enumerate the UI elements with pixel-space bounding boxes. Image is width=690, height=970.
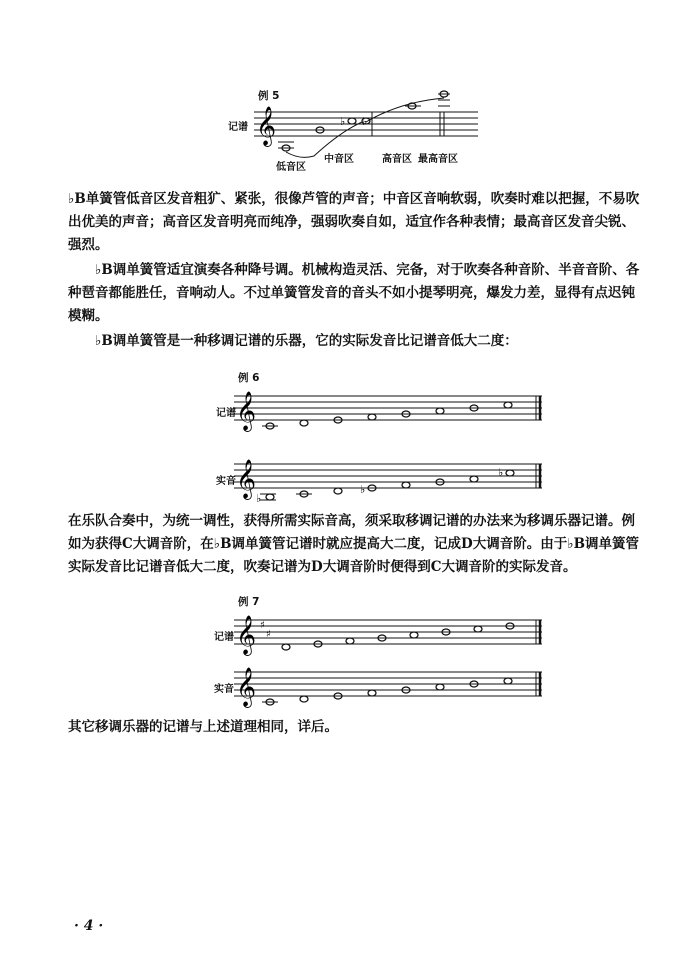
example-7-title: 例 7: [238, 596, 260, 608]
flat-icon: ♭: [362, 115, 368, 128]
page-number-value: 4: [83, 918, 94, 934]
flat-icon: ♭: [360, 483, 366, 496]
treble-clef-icon: 𝄞: [256, 106, 277, 146]
example-6-sounding-staff: [230, 452, 550, 508]
example-6-written-staff: [230, 382, 550, 442]
treble-clef-icon: 𝄞: [236, 615, 257, 655]
example-6-written-label: 记谱: [216, 408, 236, 419]
paragraph-3: ♭B调单簧管是一种移调记谱的乐器，它的实际发音比记谱音低大二度：: [95, 333, 518, 349]
paragraph-2: ♭B调单簧管适宜演奏各种降号调。机械构造灵活、完备，对于吹奏各种音阶、半音音阶、各种琶音都能胜任，音响动人。不过单簧管发音的音头不如小提琴明亮，爆发力差，显得有点迟钝模糊。: [68, 262, 640, 324]
example-6-sounding-label: 实音: [216, 476, 236, 487]
treble-clef-icon: 𝄞: [236, 391, 257, 431]
treble-clef-icon: 𝄞: [236, 459, 257, 499]
page-number: · 4 ·: [74, 918, 104, 934]
paragraph-5: 其它移调乐器的记谱与上述道理相同，详后。: [68, 719, 338, 735]
example-7-written-staff: [230, 606, 550, 662]
example-5-staff-label: 记谱: [228, 122, 248, 133]
paragraph-1: ♭B单簧管低音区发音粗犷、紧张，很像芦管的声音；中音区音响软弱，吹奏时难以把握，不易吹出优美的声音；高音区发音明亮而纯净，强弱吹奏自如，适宜作各种表情；最高音区发音尖锐、强烈。: [68, 191, 640, 253]
sharp-icon: ♯: [266, 629, 271, 640]
flat-icon: ♭: [340, 115, 346, 128]
treble-clef-icon: 𝄞: [236, 667, 257, 707]
example-7-sounding-staff: [230, 660, 550, 716]
range-low-label: 低音区: [276, 162, 306, 173]
example-7-written-label: 记谱: [214, 632, 234, 643]
range-highest-label: 最高音区: [418, 154, 458, 165]
example-5-title: 例 5: [258, 90, 280, 102]
sharp-icon: ♯: [260, 620, 265, 631]
flat-icon: ♭: [256, 492, 262, 505]
paragraph-4: 在乐队合奏中，为统一调性，获得所需实际音高，须采取移调记谱的办法来为移调乐器记谱。例如为获得C大调音阶，在♭B调单簧管记谱时就应提高大二度，记成D大调音阶。由于♭B调单簧管实际发音比记谱音低大二度，吹奏记谱为D大调音阶时便得到C大调音阶的实际发音。: [68, 513, 640, 575]
range-mid-label: 中音区: [324, 154, 354, 165]
note-head: [348, 118, 356, 124]
example-6-title: 例 6: [238, 372, 260, 384]
flat-icon: ♭: [498, 466, 504, 479]
range-high-label: 高音区: [382, 154, 412, 165]
example-7-sounding-label: 实音: [214, 684, 234, 695]
